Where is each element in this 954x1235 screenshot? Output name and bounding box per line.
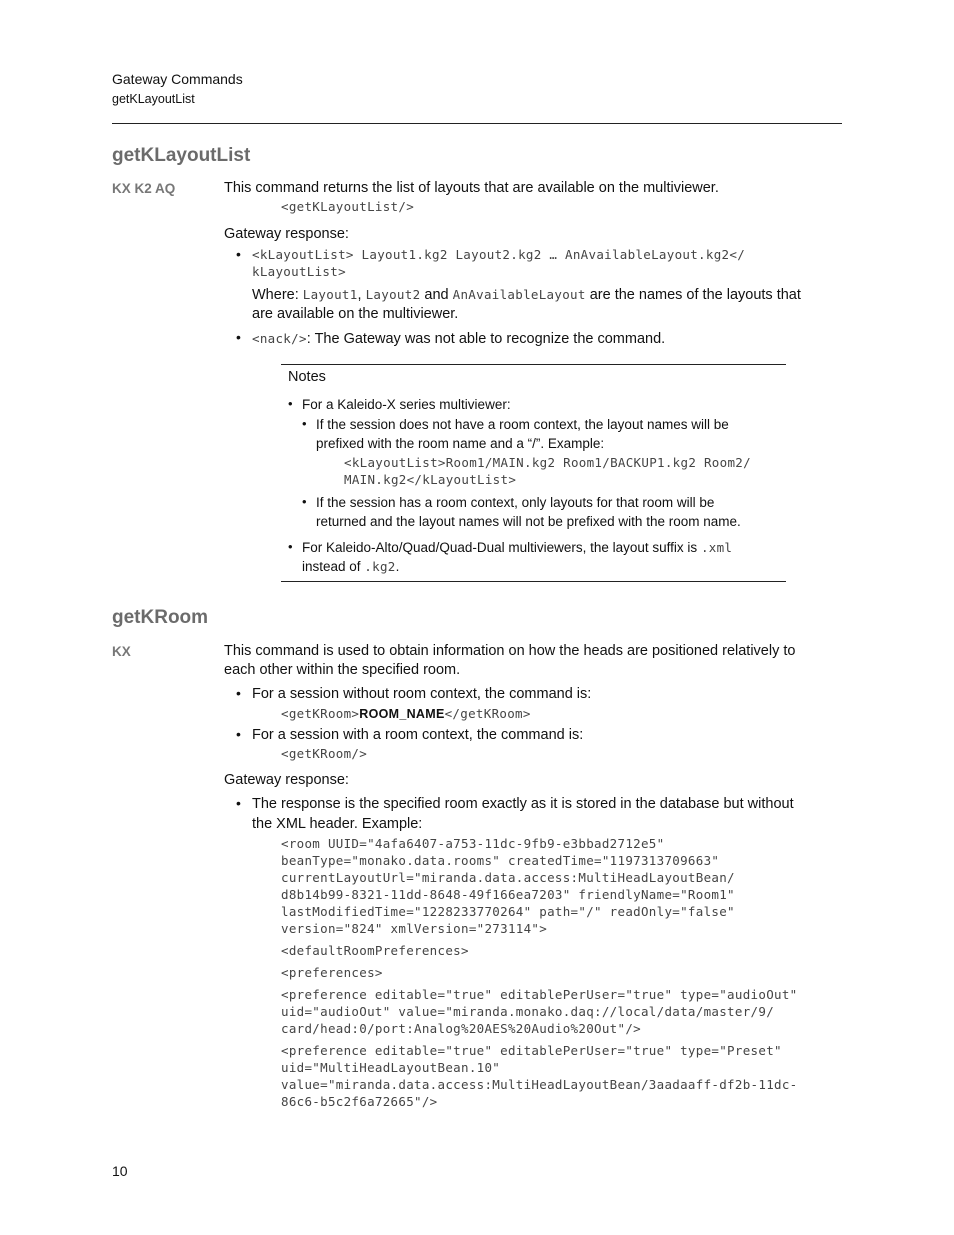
section-description: This command returns the list of layouts that are available on the multiviewer. (224, 180, 719, 196)
note-item: For Kaleido-Alto/Quad/Quad-Dual multiviewers, the layout suffix is .xml (302, 540, 733, 555)
gateway-response-label: Gateway response: (224, 772, 349, 788)
bullet-icon: • (302, 494, 307, 509)
note-code-line: MAIN.kg2</kLayoutList> (344, 472, 517, 487)
response-description: The response is the specified room exactly as it is stored in the database but without (252, 796, 794, 812)
code-line: <preference editable="true" editablePerUser="true" type="audioOut" (281, 987, 798, 1002)
section-title-getkroom: getKRoom (112, 607, 209, 628)
code-line: <preferences> (281, 965, 383, 980)
response-code-line: kLayoutList> (252, 264, 346, 279)
code-line: uid="MultiHeadLayoutBean.10" (281, 1060, 501, 1075)
note-subitem: If the session has a room context, only layouts for that room will be (316, 495, 715, 510)
code-line: version="824" xmlVersion="273114"> (281, 921, 548, 936)
code-line: currentLayoutUrl="miranda.data.access:MultiHeadLayoutBean/ (281, 870, 735, 885)
code-line: 86c6-b5c2f6a72665"/> (281, 1094, 438, 1109)
bullet-icon: • (288, 396, 293, 411)
where-explanation-cont: are available on the multiviewer. (252, 306, 459, 322)
section-description-cont: each other within the specified room. (224, 662, 461, 678)
code-line: card/head:0/port:Analog%20AES%20Audio%20Out"/> (281, 1021, 641, 1036)
product-tag: KX (112, 644, 131, 659)
code-line: lastModifiedTime="1228233770264" path="/" readOnly="false" (281, 904, 735, 919)
running-header-section: Gateway Commands (112, 71, 243, 87)
section-title-getklayoutlist: getKLayoutList (112, 145, 251, 166)
code-line: <defaultRoomPreferences> (281, 943, 469, 958)
product-tag: KX K2 AQ (112, 181, 176, 196)
command-case: For a session without room context, the command is: (252, 686, 592, 702)
bullet-icon: • (302, 416, 307, 431)
note-subitem-cont: returned and the layout names will not be prefixed with the room name. (316, 514, 741, 529)
response-code-block (281, 835, 798, 1110)
nack-response: <nack/>: The Gateway was not able to recognize the command. (252, 331, 666, 347)
bullet-icon: • (288, 539, 293, 554)
code-line: <room UUID="4afa6407-a753-11dc-9fb9-e3bbad2712e5" (281, 836, 665, 851)
section-description: This command is used to obtain information on how the heads are positioned relatively to (224, 643, 796, 659)
gateway-response-label: Gateway response: (224, 226, 349, 242)
bullet-icon: • (236, 685, 241, 701)
command-case: For a session with a room context, the command is: (252, 727, 584, 743)
bullet-icon: • (236, 246, 241, 262)
command-syntax: <getKLayoutList/> (281, 199, 415, 214)
header-rule (112, 123, 842, 124)
code-line: value="miranda.data.access:MultiHeadLayoutBean/3aadaaff-df2b-11dc- (281, 1077, 798, 1092)
code-line: d8b14b99-8321-11dd-8648-49f166ea7203" friendlyName="Room1" (281, 887, 735, 902)
response-code-line: <kLayoutList> Layout1.kg2 Layout2.kg2 … AnAvailableLayout.kg2</ (252, 247, 746, 262)
note-subitem-cont: prefixed with the room name and a “/”. Example: (316, 436, 605, 451)
where-explanation: Where: Layout1, Layout2 and AnAvailableLayout are the names of the layouts that (252, 287, 801, 303)
bullet-icon: • (236, 329, 241, 345)
note-item: For a Kaleido-X series multiviewer: (302, 397, 511, 412)
running-header-subsection: getKLayoutList (112, 92, 195, 106)
note-code-line: <kLayoutList>Room1/MAIN.kg2 Room1/BACKUP1.kg2 Room2/ (344, 455, 751, 470)
code-line: uid="audioOut" value="miranda.monako.daq://local/data/master/9/ (281, 1004, 775, 1019)
bullet-icon: • (236, 795, 241, 811)
bullet-icon: • (236, 726, 241, 742)
note-subitem: If the session does not have a room context, the layout names will be (316, 417, 729, 432)
response-description-cont: the XML header. Example: (252, 816, 423, 832)
code-line: <preference editable="true" editablePerUser="true" type="Preset" (281, 1043, 782, 1058)
code-line: beanType="monako.data.rooms" createdTime="1197313709663" (281, 853, 720, 868)
command-syntax: <getKRoom>ROOM_NAME</getKRoom> (281, 706, 531, 721)
command-syntax: <getKRoom/> (281, 746, 368, 761)
notes-title: Notes (288, 369, 326, 385)
page-number: 10 (112, 1163, 128, 1179)
note-item-cont: instead of .kg2. (302, 559, 400, 574)
